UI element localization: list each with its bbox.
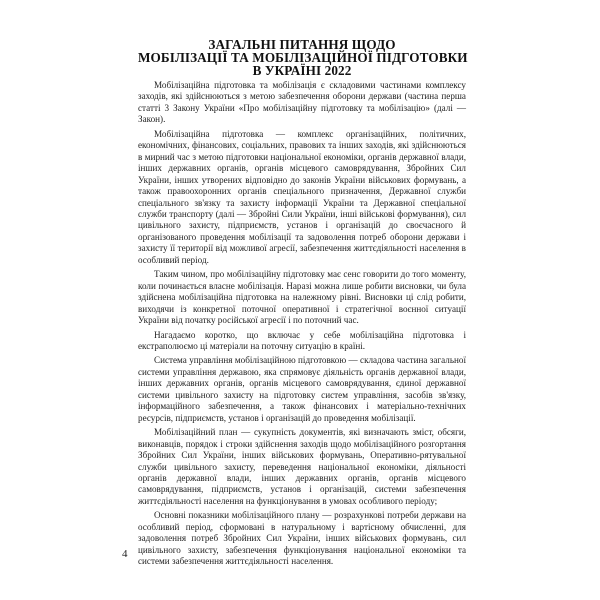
page-content — [138, 38, 466, 571]
paragraph-mobilization-plan: Мобілізаційний план — сукупність документів, які визначають зміст, обсяги, виконавців, порядок і строки здійснення заходів щодо мобілізаційного розгортання Збройних Сил України, інших військових формувань, Оперативно-рятувальної служби цивільного захисту, переведення національної економіки, діяльності органів державної влади, інших державних органів, органів місцевого самоврядування, підприємств, установ і організацій, системи забезпечення життєдіяльності населення на функціонування в умовах особливого періоду; — [138, 427, 466, 506]
page-title — [138, 38, 466, 77]
paragraph-conclusions: Таким чином, про мобілізаційну підготовку має сенс говорити до того моменту, коли починається власне мобілізація. Наразі можна лише робити висновки, чи була здійснена мобілізаційна підготовка на належному рівні. Висновки ці слід робити, виходячи із конкретної поточної оперативної і стратегічної воєнної ситуації України від початку російської агресії і по поточний час. — [138, 269, 466, 326]
paragraph-mobilization-intro: Мобілізаційна підготовка та мобілізація є складовими частинами комплексу заходів, які здійснюються з метою забезпечення оборони держави (частина перша статті 3 Закону України «Про мобілізаційну підготовку та мобілізацію» (далі — Закон). — [138, 80, 466, 125]
page-number: 4 — [122, 548, 128, 560]
title-line: ЗАГАЛЬНІ ПИТАННЯ ЩОДО — [208, 37, 396, 52]
paragraph-mobilization-preparation: Мобілізаційна підготовка — комплекс організаційних, політичних, економічних, фінансових, соціальних, правових та інших заходів, які здійснюються в мирний час з метою підготовки національної економіки, органів державної влади, інших державних органів, органів місцевого самоврядування, Збройних Сил України, інших утворених відповідно до законів України військових формувань, а також правоохоронних органів спеціального призначення, Державної служби спеціального зв'язку та захисту інформації України та Державної спеціальної служби транспорту (далі — Збройні Сили України, інші військові формування), сил цивільного захисту, підприємств, установ і організацій до своєчасного й організованого проведення мобілізації та задоволення потреб оборони держави і захисту її території від можливої агресії, забезпечення життєдіяльності населення в особливий період. — [138, 128, 466, 265]
paragraph-reminder: Нагадаємо коротко, що включає у себе мобілізаційна підготовка і екстраполюємо ці матеріали на поточну ситуацію в країні. — [138, 329, 466, 351]
title-line: МОБІЛІЗАЦІЇ ТА МОБІЛІЗАЦІЙНОЇ ПІДГОТОВКИ — [138, 50, 468, 65]
paragraph-management-system: Система управління мобілізаційною підготовкою — складова частина загальної системи управління державою, яка спрямовує діяльність органів державної влади, інших державних органів, органів місцевого самоврядування, єдиної державної системи цивільного захисту на підготовку систем управління, засобів зв'язку, інформаційного забезпечення, а також фінансових і матеріально-технічних ресурсів, підприємств, установ і організацій до проведення мобілізації. — [138, 355, 466, 423]
title-line: В УКРАЇНІ 2022 — [252, 63, 352, 78]
paragraph-plan-indicators: Основні показники мобілізаційного плану — розрахункові потреби держави на особливий період, сформовані в натуральному і вартісному обчисленні, для задоволення потреб Збройних Сил України, інших військових формувань, сил цивільного захисту, забезпечення функціонування національної економіки та системи забезпечення життєдіяльності населення. — [138, 510, 466, 567]
